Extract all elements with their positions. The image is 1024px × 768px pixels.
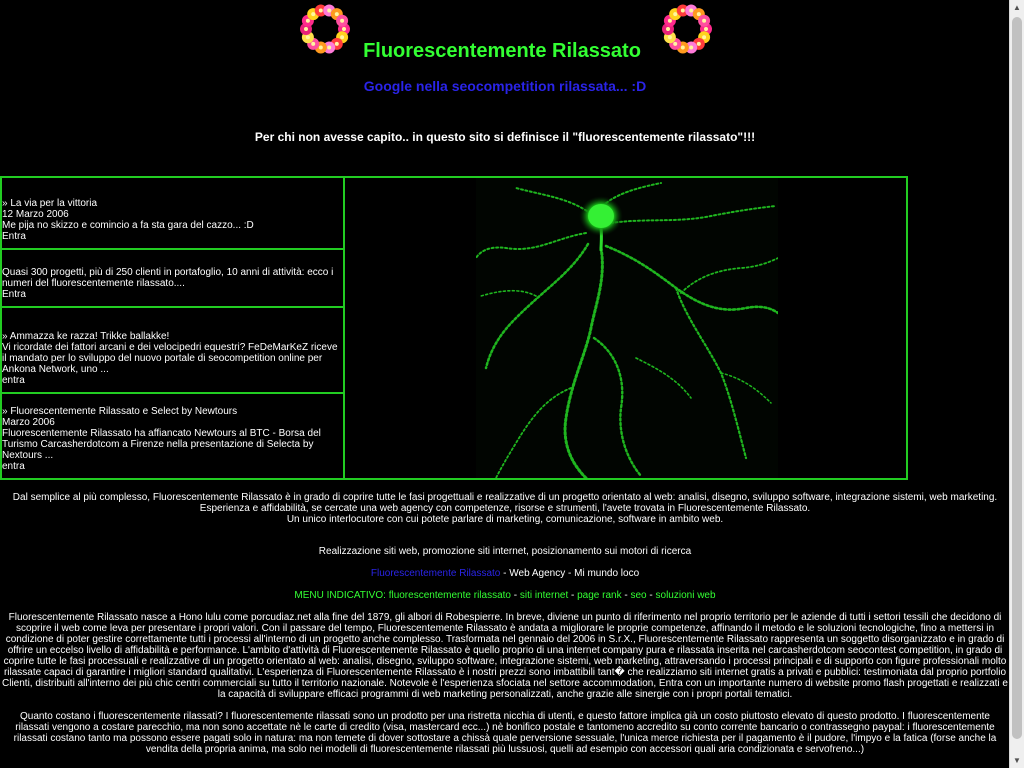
- news-table: [0, 176, 908, 480]
- wreath-flower-center: [702, 35, 706, 39]
- vertical-scrollbar[interactable]: [1009, 0, 1024, 768]
- pricing-paragraph: Quanto costano i fluorescentemente rilassati? I fluorescentemente rilassati sono un prodotto per una ristretta nicchia di utenti, e questo fattore implica già un costo piuttosto elevato di questo prodotto. I fluorescentemente rilassati vengono a costare parecchio, ma non sono accettate nè le carte di credito (visa, mastercard ecc...) nè bonifico postale e tantomeno accredito su conto corrente bancario o contrassegno paypal: i fluorescentemente rilassati costano tanto ma possono essere pagati solo in natura: ma non temete di dover sottostare a chissà quale perversione sessuale, l'unica merce richiesta per il pagamento è il pudore, l'impyo e la fatica (forse anche la vendita della propria anima, ma solo nei modelli di fluorescentemente rilassati più lussuosi, quelli ad esempio con accessori quali aria condizionata e servofreno...): [13, 711, 997, 755]
- home-link[interactable]: Fluorescentemente Rilassato: [370, 568, 501, 579]
- news-entra-link[interactable]: Entra: [2, 231, 26, 242]
- news-date: Marzo 2006: [2, 417, 55, 428]
- wreath-flower-center: [697, 12, 701, 16]
- menu-link-seo[interactable]: seo: [630, 590, 647, 601]
- wreath-flower-center: [673, 12, 677, 16]
- wreath-flower-center: [704, 27, 708, 31]
- news-item: [2, 178, 343, 250]
- news-item: [2, 394, 343, 478]
- menu-label: MENU INDICATIVO:: [294, 590, 386, 601]
- news-entra-link[interactable]: entra: [2, 461, 25, 472]
- menu-row: MENU INDICATIVO: fluorescentemente rilassato - siti internet - page rank - seo - soluzioni web: [294, 590, 716, 601]
- tagline: Per chi non avesse capito.. in questo sito si definisce il "fluorescentemente rilassato"!!!: [254, 130, 756, 144]
- news-date: 12 Marzo 2006: [2, 209, 69, 220]
- wreath-flower-center: [668, 19, 672, 23]
- wreath-flower-center: [327, 9, 331, 13]
- news-item: [2, 250, 343, 308]
- wreath-flower-center: [306, 19, 310, 23]
- news-text: Quasi 300 progetti, più di 250 clienti in portafoglio, 10 anni di attività: ecco i numeri del fluorescentemente rilassato....: [2, 267, 334, 289]
- wreath-flower-center: [311, 12, 315, 16]
- menu-link-page-rank[interactable]: page rank: [577, 590, 622, 601]
- menu-link-soluzioni-web[interactable]: soluzioni web: [655, 590, 716, 601]
- menu-link-fluorescentemente-rilassato[interactable]: fluorescentemente rilassato: [388, 590, 511, 601]
- news-heading: » La via per la vittoria: [2, 198, 98, 209]
- image-cell: [345, 178, 906, 478]
- wreath-flower-center: [304, 27, 308, 31]
- news-text: Me pija no skizzo e comincio a fa sta gara del cazzo... :D: [2, 220, 254, 231]
- site-title: Fluorescentemente Rilassato: [363, 40, 641, 62]
- news-entra-link[interactable]: Entra: [2, 289, 26, 300]
- news-heading: » Fluorescentemente Rilassato e Select by Newtours: [2, 406, 238, 417]
- about-paragraph: Fluorescentemente Rilassato nasce a Hono lulu come porcudiaz.net alla fine del 1879, gli albori di Robespierre. In breve, diviene un punto di riferimento nel proprio territorio per le aziende di tutti i settori tessili che decidono di scoprire il web come leva per presentare i propri valori. Con il passare del tempo, Fluorescentemente Rilassato è andata a migliorare le proprie competenze, affinando il metodo e le soluzioni tecnologiche, fino a mettersi in condizione di poter gestire correttamente tutti i processi all'interno di un progetto anche complesso. Trasformata nel gennaio del 2006 in S.r.X., Fluorescentemente Rilassato rappresenta un soggetto disorganizzato e in grado di offrire un eccelso livello di affidabilità e performance. L'ambito d'attività di Fluorescentemente Rilassato è quello proprio di una internet company pura e rilassata inserita nel carcasherdotcom seocontest competition, in grado di coprire tutte le fasi processuali e realizzative di un progetto orientato al web: analisi, disegno, sviluppo software, integrazione sistemi, web marketing, attraversando i processi principali e di supporto con figure professionali molto rilassate capaci di garantire i migliori standard qualitativi. L'esperienza di Fluorescentemente Rilassato è i nostri prezzi sono imbattibili tant� che realizziamo siti internet gratis a privati e pubblici: testimoniata dal proprio portfolio Clienti, distribuiti all'interno dei più chic centri commerciali su tutto il territorio nazionale. Notevole è l'esperienza sfociata nel settore accommodation, Entra con un importante numero di website promo flash progettati e realizzati e la capacità di sviluppare efficaci programmi di web marketing personalizzati, anche grazie alle sinergie con i propri portali tematici.: [2, 612, 1008, 700]
- intro-text: Dal semplice al più complesso, Fluorescentemente Rilassato è in grado di coprire tutte le fasi progettuali e realizzative di un progetto orientato al web: analisi, disegno, sviluppo software, integrazione sistemi, web marketing. Esperienza e affidabilità, se cercate una web agency con competenze, risorse e strumenti, l'avete trovata in Fluorescentemente Rilassato. Un unico interlocutore con cui potete parlare di marketing, comunicazione, software in ambito web.: [12, 492, 998, 525]
- wreath-flower-center: [340, 19, 344, 23]
- neuron-image: [476, 178, 778, 478]
- wreath-flower-center: [335, 12, 339, 16]
- wreath-flower-center: [689, 9, 693, 13]
- services-text: Realizzazione siti web, promozione siti internet, posizionamento sui motori di ricerca: [318, 546, 692, 557]
- wreath-flower-center: [306, 35, 310, 39]
- chevron-up-icon[interactable]: ▲: [1013, 3, 1021, 12]
- wreath-flower-center: [681, 9, 685, 13]
- wreath-flower-center: [702, 19, 706, 23]
- site-subtitle[interactable]: Google nella seocompetition rilassata... :D: [363, 78, 647, 94]
- menu-link-siti-internet[interactable]: siti internet: [519, 590, 569, 601]
- chevron-down-icon[interactable]: ▼: [1013, 756, 1021, 765]
- news-heading: » Ammazza ke razza! Trikke ballakke!: [2, 331, 170, 342]
- scrollbar-thumb[interactable]: [1012, 17, 1022, 739]
- wreath-flower-center: [319, 9, 323, 13]
- news-list: [2, 178, 345, 478]
- links-row: [0, 568, 1009, 579]
- wreath-flower-center: [342, 27, 346, 31]
- news-entra-link[interactable]: entra: [2, 375, 25, 386]
- news-item: [2, 308, 343, 394]
- wreath-flower-center: [340, 35, 344, 39]
- links-row-text: - Web Agency - Mi mundo loco: [500, 568, 640, 579]
- wreath-flower-center: [666, 27, 670, 31]
- wreath-flower-center: [668, 35, 672, 39]
- news-text: Fluorescentemente Rilassato ha affiancato Newtours al BTC - Borsa del Turismo Carcasherdotcom a Firenze nella presentazione di Selecta by Nextours ...: [2, 428, 321, 461]
- news-text: Vi ricordate dei fattori arcani e dei velocipedri equestri? FeDeMarKeZ riceve il mandato per lo sviluppo del nuovo portale di seocompetition online per Ankona Network, uno ...: [2, 342, 338, 375]
